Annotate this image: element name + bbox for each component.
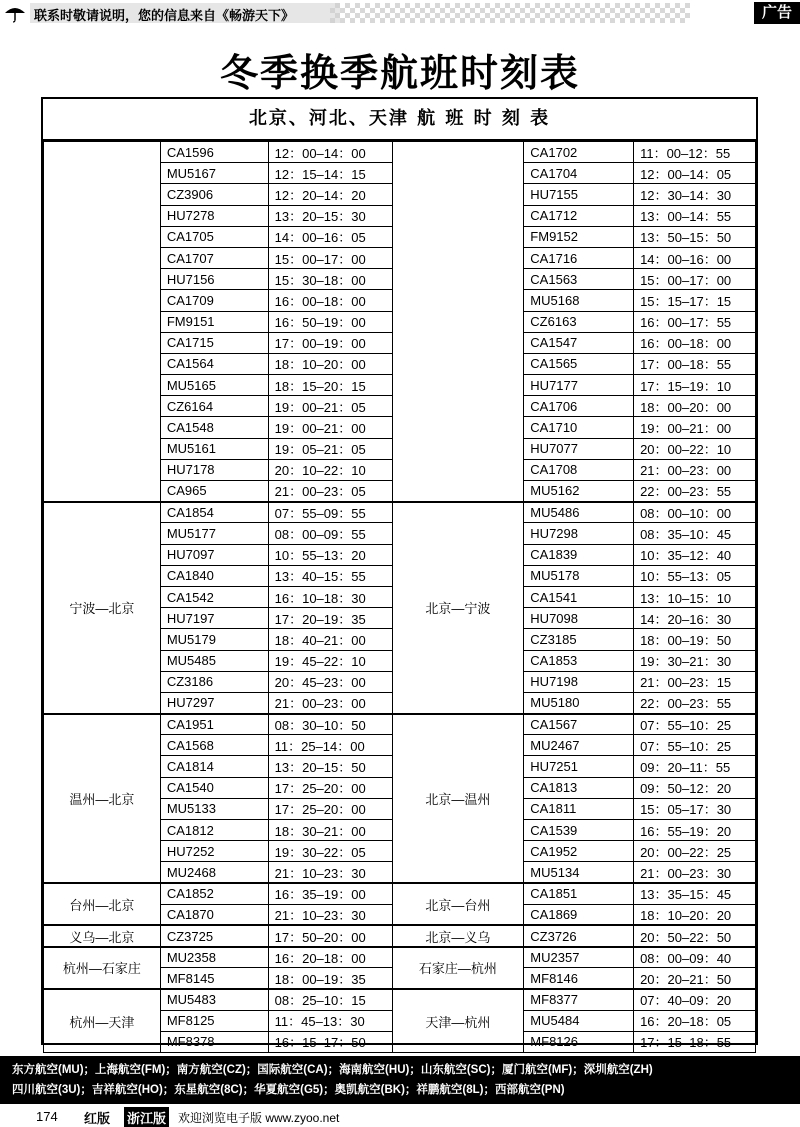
flight-number: MU5165 bbox=[160, 375, 268, 396]
flight-number: MU5161 bbox=[160, 438, 268, 459]
outbound-route-label: 杭州—石家庄 bbox=[44, 947, 161, 989]
flight-number: CA1710 bbox=[524, 417, 634, 438]
flight-number: MU5134 bbox=[524, 862, 634, 883]
banner-checker-pattern bbox=[330, 3, 690, 23]
flight-number: CA1851 bbox=[524, 883, 634, 904]
flight-number: MF8126 bbox=[524, 1031, 634, 1052]
table-row bbox=[44, 714, 756, 735]
flight-time: 14：20–16：30 bbox=[634, 608, 756, 629]
flight-number: CA1707 bbox=[160, 247, 268, 268]
flight-time: 17：25–20：00 bbox=[268, 777, 392, 798]
flight-number: MF8377 bbox=[524, 989, 634, 1010]
flight-number: CA1540 bbox=[160, 777, 268, 798]
flight-time: 08：35–10：45 bbox=[634, 523, 756, 544]
flight-time: 21：10–23：30 bbox=[268, 904, 392, 925]
flight-time: 17：15–19：10 bbox=[634, 375, 756, 396]
flight-number: CA965 bbox=[160, 481, 268, 502]
return-route-label: 北京—温州 bbox=[392, 714, 524, 884]
flight-time: 15：05–17：30 bbox=[634, 798, 756, 819]
flight-time: 17：20–19：35 bbox=[268, 608, 392, 629]
flight-number: MU5180 bbox=[524, 692, 634, 713]
flight-number: MF8378 bbox=[160, 1031, 268, 1052]
flight-number: CA1870 bbox=[160, 904, 268, 925]
flight-number: CA1542 bbox=[160, 586, 268, 607]
table-row bbox=[44, 925, 756, 946]
flight-time: 12：20–14：20 bbox=[268, 184, 392, 205]
ad-badge: 广告 bbox=[754, 2, 800, 24]
flight-time: 11：00–12：55 bbox=[634, 142, 756, 163]
outbound-route-label: 温州—北京 bbox=[44, 714, 161, 884]
flight-time: 14：00–16：05 bbox=[268, 226, 392, 247]
flight-number: MU5167 bbox=[160, 163, 268, 184]
flight-time: 19：05–21：05 bbox=[268, 438, 392, 459]
flight-number: CA1709 bbox=[160, 290, 268, 311]
flight-schedule-table bbox=[43, 141, 756, 1053]
flight-number: CA1548 bbox=[160, 417, 268, 438]
flight-number: FM9152 bbox=[524, 226, 634, 247]
outbound-route-label: 杭州—天津 bbox=[44, 989, 161, 1053]
region-badge: 浙江版 bbox=[124, 1107, 169, 1127]
flight-time: 12：15–14：15 bbox=[268, 163, 392, 184]
flight-time: 09：20–11：55 bbox=[634, 756, 756, 777]
flight-number: CA1839 bbox=[524, 544, 634, 565]
flight-number: HU7077 bbox=[524, 438, 634, 459]
flight-number: MU5485 bbox=[160, 650, 268, 671]
flight-number: CA1854 bbox=[160, 502, 268, 523]
outbound-route-label bbox=[44, 142, 161, 502]
airline-code-legend bbox=[0, 1056, 800, 1104]
flight-number: HU7197 bbox=[160, 608, 268, 629]
flight-number: CA1704 bbox=[524, 163, 634, 184]
flight-number: MF8146 bbox=[524, 968, 634, 989]
flight-number: CA1547 bbox=[524, 332, 634, 353]
flight-number: CZ3726 bbox=[524, 925, 634, 946]
flight-number: CZ6164 bbox=[160, 396, 268, 417]
page-title: 冬季换季航班时刻表 bbox=[219, 51, 580, 95]
flight-number: HU7177 bbox=[524, 375, 634, 396]
return-route-label: 北京—义乌 bbox=[392, 925, 524, 946]
flight-time: 16：35–19：00 bbox=[268, 883, 392, 904]
flight-number: CA1812 bbox=[160, 820, 268, 841]
flight-time: 17：50–20：00 bbox=[268, 925, 392, 946]
flight-number: CA1715 bbox=[160, 332, 268, 353]
flight-number: MU2468 bbox=[160, 862, 268, 883]
flight-number: HU7178 bbox=[160, 459, 268, 480]
flight-time: 20：00–22：25 bbox=[634, 841, 756, 862]
flight-number: CA1852 bbox=[160, 883, 268, 904]
flight-time: 18：15–20：15 bbox=[268, 375, 392, 396]
outbound-route-label: 台州—北京 bbox=[44, 883, 161, 925]
flight-time: 21：00–23：30 bbox=[634, 862, 756, 883]
flight-time: 15：00–17：00 bbox=[634, 269, 756, 290]
flight-number: MU5168 bbox=[524, 290, 634, 311]
flight-number: MU5162 bbox=[524, 481, 634, 502]
flight-number: CA1813 bbox=[524, 777, 634, 798]
flight-time: 16：00–17：55 bbox=[634, 311, 756, 332]
flight-time: 17：25–20：00 bbox=[268, 798, 392, 819]
flight-time: 13：10–15：10 bbox=[634, 586, 756, 607]
flight-number: HU7156 bbox=[160, 269, 268, 290]
flight-number: CZ3185 bbox=[524, 629, 634, 650]
flight-number: CA1951 bbox=[160, 714, 268, 735]
flight-number: MU2358 bbox=[160, 947, 268, 968]
flight-time: 08：00–09：40 bbox=[634, 947, 756, 968]
flight-time: 21：00–23：05 bbox=[268, 481, 392, 502]
website-link[interactable]: 欢迎浏览电子版 www.zyoo.net bbox=[178, 1111, 340, 1125]
flight-time: 15：30–18：00 bbox=[268, 269, 392, 290]
flight-number: HU7198 bbox=[524, 671, 634, 692]
flight-time: 18：00–20：00 bbox=[634, 396, 756, 417]
top-banner bbox=[0, 0, 800, 26]
flight-time: 13：35–15：45 bbox=[634, 883, 756, 904]
flight-time: 16：00–18：00 bbox=[634, 332, 756, 353]
flight-time: 14：00–16：00 bbox=[634, 247, 756, 268]
flight-time: 07：55–09：55 bbox=[268, 502, 392, 523]
banner-notice: 联系时敬请说明，您的信息来自《畅游天下》 bbox=[34, 8, 295, 23]
flight-time: 07：55–10：25 bbox=[634, 714, 756, 735]
schedule-subtitle: 北京、河北、天津 航 班 时 刻 表 bbox=[43, 99, 756, 141]
flight-number: MU5484 bbox=[524, 1010, 634, 1031]
flight-time: 18：00–19：35 bbox=[268, 968, 392, 989]
flight-number: MU5179 bbox=[160, 629, 268, 650]
flight-time: 21：00–23：00 bbox=[634, 459, 756, 480]
flight-time: 13：20–15：30 bbox=[268, 205, 392, 226]
flight-number: CA1712 bbox=[524, 205, 634, 226]
table-row bbox=[44, 142, 756, 163]
flight-number: CA1563 bbox=[524, 269, 634, 290]
outbound-route-label: 宁波—北京 bbox=[44, 502, 161, 714]
flight-number: CZ6163 bbox=[524, 311, 634, 332]
flight-time: 22：00–23：55 bbox=[634, 481, 756, 502]
flight-number: MU5133 bbox=[160, 798, 268, 819]
flight-time: 19：00–21：00 bbox=[634, 417, 756, 438]
flight-time: 16：00–18：00 bbox=[268, 290, 392, 311]
flight-time: 20：10–22：10 bbox=[268, 459, 392, 480]
flight-time: 18：00–19：50 bbox=[634, 629, 756, 650]
flight-number: MF8145 bbox=[160, 968, 268, 989]
flight-time: 12：30–14：30 bbox=[634, 184, 756, 205]
flight-time: 19：30–22：05 bbox=[268, 841, 392, 862]
flight-number: MU2467 bbox=[524, 735, 634, 756]
table-row bbox=[44, 947, 756, 968]
schedule-frame bbox=[41, 97, 758, 1051]
page-number: 174 bbox=[36, 1109, 58, 1124]
flight-number: HU7097 bbox=[160, 544, 268, 565]
legend-line-1: 东方航空(MU)；上海航空(FM)；南方航空(CZ)；国际航空(CA)；海南航空(HU)；山东航空(SC)；厦门航空(MF)；深圳航空(ZH) bbox=[12, 1064, 653, 1076]
flight-number: HU7297 bbox=[160, 692, 268, 713]
flight-number: HU7278 bbox=[160, 205, 268, 226]
flight-time: 19：45–22：10 bbox=[268, 650, 392, 671]
flight-number: CZ3906 bbox=[160, 184, 268, 205]
flight-number: CA1564 bbox=[160, 353, 268, 374]
flight-time: 11：25–14：00 bbox=[268, 735, 392, 756]
page-footer bbox=[0, 1104, 800, 1127]
flight-time: 19：00–21：00 bbox=[268, 417, 392, 438]
table-row bbox=[44, 989, 756, 1010]
flight-time: 10：35–12：40 bbox=[634, 544, 756, 565]
flight-number: CA1952 bbox=[524, 841, 634, 862]
return-route-label: 北京—宁波 bbox=[392, 502, 524, 714]
umbrella-logo-icon bbox=[4, 3, 26, 23]
flight-number: CA1869 bbox=[524, 904, 634, 925]
return-route-label: 北京—台州 bbox=[392, 883, 524, 925]
flight-time: 16：50–19：00 bbox=[268, 311, 392, 332]
flight-number: HU7155 bbox=[524, 184, 634, 205]
flight-number: CA1568 bbox=[160, 735, 268, 756]
flight-time: 18：40–21：00 bbox=[268, 629, 392, 650]
flight-number: MF8125 bbox=[160, 1010, 268, 1031]
flight-time: 13：00–14：55 bbox=[634, 205, 756, 226]
flight-number: FM9151 bbox=[160, 311, 268, 332]
flight-time: 08：30–10：50 bbox=[268, 714, 392, 735]
outbound-route-label: 义乌—北京 bbox=[44, 925, 161, 946]
flight-time: 20：20–21：50 bbox=[634, 968, 756, 989]
edition-label: 红版 bbox=[84, 1111, 111, 1126]
legend-line-2: 四川航空(3U)；吉祥航空(HO)；东星航空(8C)；华夏航空(G5)；奥凯航空(BK)；祥鹏航空(8L)；西部航空(PN) bbox=[12, 1084, 565, 1096]
flight-time: 08：00–10：00 bbox=[634, 502, 756, 523]
flight-time: 20：00–22：10 bbox=[634, 438, 756, 459]
flight-time: 19：30–21：30 bbox=[634, 650, 756, 671]
flight-time: 16：15–17：50 bbox=[268, 1031, 392, 1052]
flight-time: 21：00–23：15 bbox=[634, 671, 756, 692]
return-route-label bbox=[392, 142, 524, 502]
flight-time: 12：00–14：05 bbox=[634, 163, 756, 184]
flight-time: 18：30–21：00 bbox=[268, 820, 392, 841]
flight-number: CA1702 bbox=[524, 142, 634, 163]
flight-number: CA1840 bbox=[160, 565, 268, 586]
flight-time: 13：40–15：55 bbox=[268, 565, 392, 586]
flight-time: 19：00–21：05 bbox=[268, 396, 392, 417]
flight-number: CA1705 bbox=[160, 226, 268, 247]
flight-time: 20：50–22：50 bbox=[634, 925, 756, 946]
flight-number: CA1811 bbox=[524, 798, 634, 819]
flight-time: 20：45–23：00 bbox=[268, 671, 392, 692]
flight-number: CA1565 bbox=[524, 353, 634, 374]
flight-time: 08：00–09：55 bbox=[268, 523, 392, 544]
flight-time: 17：00–19：00 bbox=[268, 332, 392, 353]
flight-time: 16：20–18：05 bbox=[634, 1010, 756, 1031]
table-row bbox=[44, 883, 756, 904]
flight-time: 07：40–09：20 bbox=[634, 989, 756, 1010]
flight-number: CA1567 bbox=[524, 714, 634, 735]
flight-time: 17：00–18：55 bbox=[634, 353, 756, 374]
flight-number: CA1539 bbox=[524, 820, 634, 841]
flight-number: HU7252 bbox=[160, 841, 268, 862]
flight-number: MU2357 bbox=[524, 947, 634, 968]
flight-time: 13：20–15：50 bbox=[268, 756, 392, 777]
flight-time: 13：50–15：50 bbox=[634, 226, 756, 247]
flight-number: CA1716 bbox=[524, 247, 634, 268]
flight-number: MU5486 bbox=[524, 502, 634, 523]
flight-number: HU7251 bbox=[524, 756, 634, 777]
flight-number: MU5177 bbox=[160, 523, 268, 544]
flight-time: 11：45–13：30 bbox=[268, 1010, 392, 1031]
flight-number: HU7098 bbox=[524, 608, 634, 629]
flight-number: CA1708 bbox=[524, 459, 634, 480]
flight-time: 07：55–10：25 bbox=[634, 735, 756, 756]
flight-number: CA1853 bbox=[524, 650, 634, 671]
flight-time: 17：15–18：55 bbox=[634, 1031, 756, 1052]
flight-time: 10：55–13：20 bbox=[268, 544, 392, 565]
flight-time: 16：55–19：20 bbox=[634, 820, 756, 841]
flight-number: MU5178 bbox=[524, 565, 634, 586]
flight-number: CA1814 bbox=[160, 756, 268, 777]
return-route-label: 天津—杭州 bbox=[392, 989, 524, 1053]
flight-number: CA1596 bbox=[160, 142, 268, 163]
flight-number: CA1706 bbox=[524, 396, 634, 417]
flight-time: 16：20–18：00 bbox=[268, 947, 392, 968]
flight-time: 08：25–10：15 bbox=[268, 989, 392, 1010]
flight-time: 18：10–20：00 bbox=[268, 353, 392, 374]
flight-time: 21：10–23：30 bbox=[268, 862, 392, 883]
return-route-label: 石家庄—杭州 bbox=[392, 947, 524, 989]
flight-number: CA1541 bbox=[524, 586, 634, 607]
flight-number: HU7298 bbox=[524, 523, 634, 544]
flight-time: 10：55–13：05 bbox=[634, 565, 756, 586]
flight-number: MU5483 bbox=[160, 989, 268, 1010]
flight-time: 18：10–20：20 bbox=[634, 904, 756, 925]
flight-time: 22：00–23：55 bbox=[634, 692, 756, 713]
flight-time: 15：00–17：00 bbox=[268, 247, 392, 268]
flight-time: 21：00–23：00 bbox=[268, 692, 392, 713]
flight-time: 15：15–17：15 bbox=[634, 290, 756, 311]
flight-number: CZ3725 bbox=[160, 925, 268, 946]
flight-number: CZ3186 bbox=[160, 671, 268, 692]
flight-time: 09：50–12：20 bbox=[634, 777, 756, 798]
table-row bbox=[44, 502, 756, 523]
flight-time: 12：00–14：00 bbox=[268, 142, 392, 163]
flight-time: 16：10–18：30 bbox=[268, 586, 392, 607]
